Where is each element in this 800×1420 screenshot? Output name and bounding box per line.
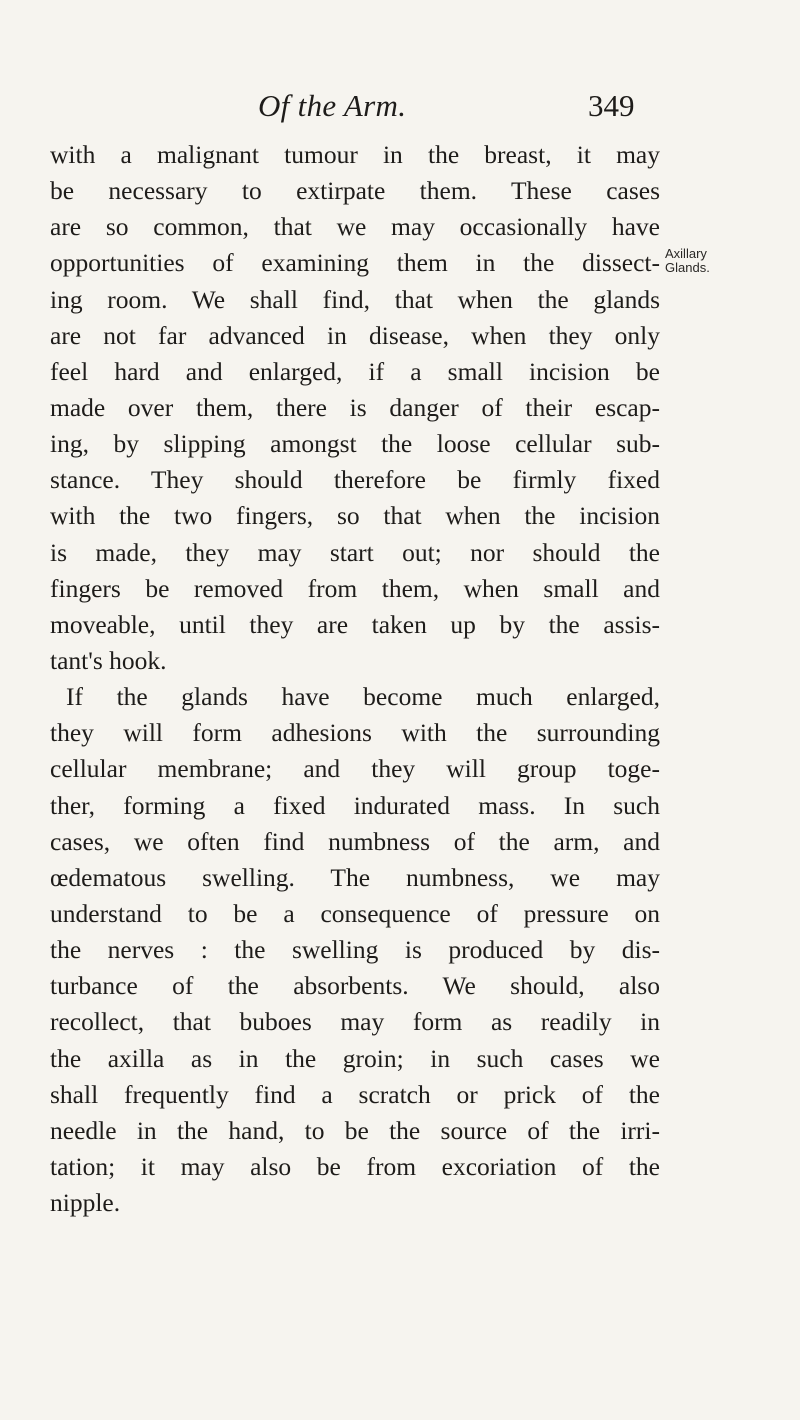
text-line: with a malignant tumour in the breast, it may bbox=[50, 140, 660, 169]
text-line: feel hard and enlarged, if a small incision be bbox=[50, 356, 660, 386]
text-line: the nerves : the swelling is produced by dis- bbox=[50, 935, 660, 965]
text-line: are not far advanced in disease, when they only bbox=[50, 320, 660, 350]
margin-note bbox=[665, 247, 735, 275]
text-line: If the glands have become much enlarged, bbox=[66, 682, 660, 712]
text-line: recollect, that buboes may form as readily in bbox=[50, 1007, 660, 1037]
text-line: be necessary to extirpate them. These cases bbox=[50, 176, 660, 206]
text-line: the axilla as in the groin; in such cases we bbox=[50, 1043, 660, 1073]
text-line: cellular membrane; and they will group toge- bbox=[50, 754, 660, 784]
text-line: cases, we often find numbness of the arm, and bbox=[50, 826, 660, 856]
text-line: turbance of the absorbents. We should, also bbox=[50, 971, 660, 1001]
text-line: fingers be removed from them, when small and bbox=[50, 573, 660, 603]
text-line: made over them, there is danger of their escap- bbox=[50, 392, 660, 422]
text-line: stance. They should therefore be firmly fixed bbox=[50, 465, 660, 495]
text-line: needle in the hand, to be the source of the irri- bbox=[50, 1115, 660, 1145]
text-line: is made, they may start out; nor should the bbox=[50, 537, 660, 567]
text-line: with the two fingers, so that when the incision bbox=[50, 501, 660, 531]
page-number: 349 bbox=[588, 88, 635, 123]
body-text bbox=[50, 137, 660, 1221]
text-line: ing, by slipping amongst the loose cellular sub- bbox=[50, 429, 660, 459]
text-line: moveable, until they are taken up by the assis- bbox=[50, 609, 660, 639]
text-line: tation; it may also be from excoriation of the bbox=[50, 1151, 660, 1181]
margin-note-line: Axillary bbox=[665, 246, 707, 261]
text-line: opportunities of examining them in the dissect- bbox=[50, 248, 660, 278]
text-line: œdematous swelling. The numbness, we may bbox=[50, 862, 660, 892]
margin-note-line: Glands. bbox=[665, 260, 710, 275]
text-line: ther, forming a fixed indurated mass. In such bbox=[50, 790, 660, 820]
text-line: tant's hook. bbox=[50, 645, 167, 675]
text-line: understand to be a consequence of pressure on bbox=[50, 898, 660, 928]
text-line: nipple. bbox=[50, 1188, 121, 1218]
text-line: ing room. We shall find, that when the glands bbox=[50, 284, 660, 314]
running-title: Of the Arm. bbox=[258, 88, 407, 123]
text-line: are so common, that we may occasionally have bbox=[50, 212, 660, 242]
text-line: shall frequently find a scratch or prick of the bbox=[50, 1079, 660, 1109]
running-head bbox=[0, 86, 800, 126]
text-line: they will form adhesions with the surrounding bbox=[50, 718, 660, 748]
